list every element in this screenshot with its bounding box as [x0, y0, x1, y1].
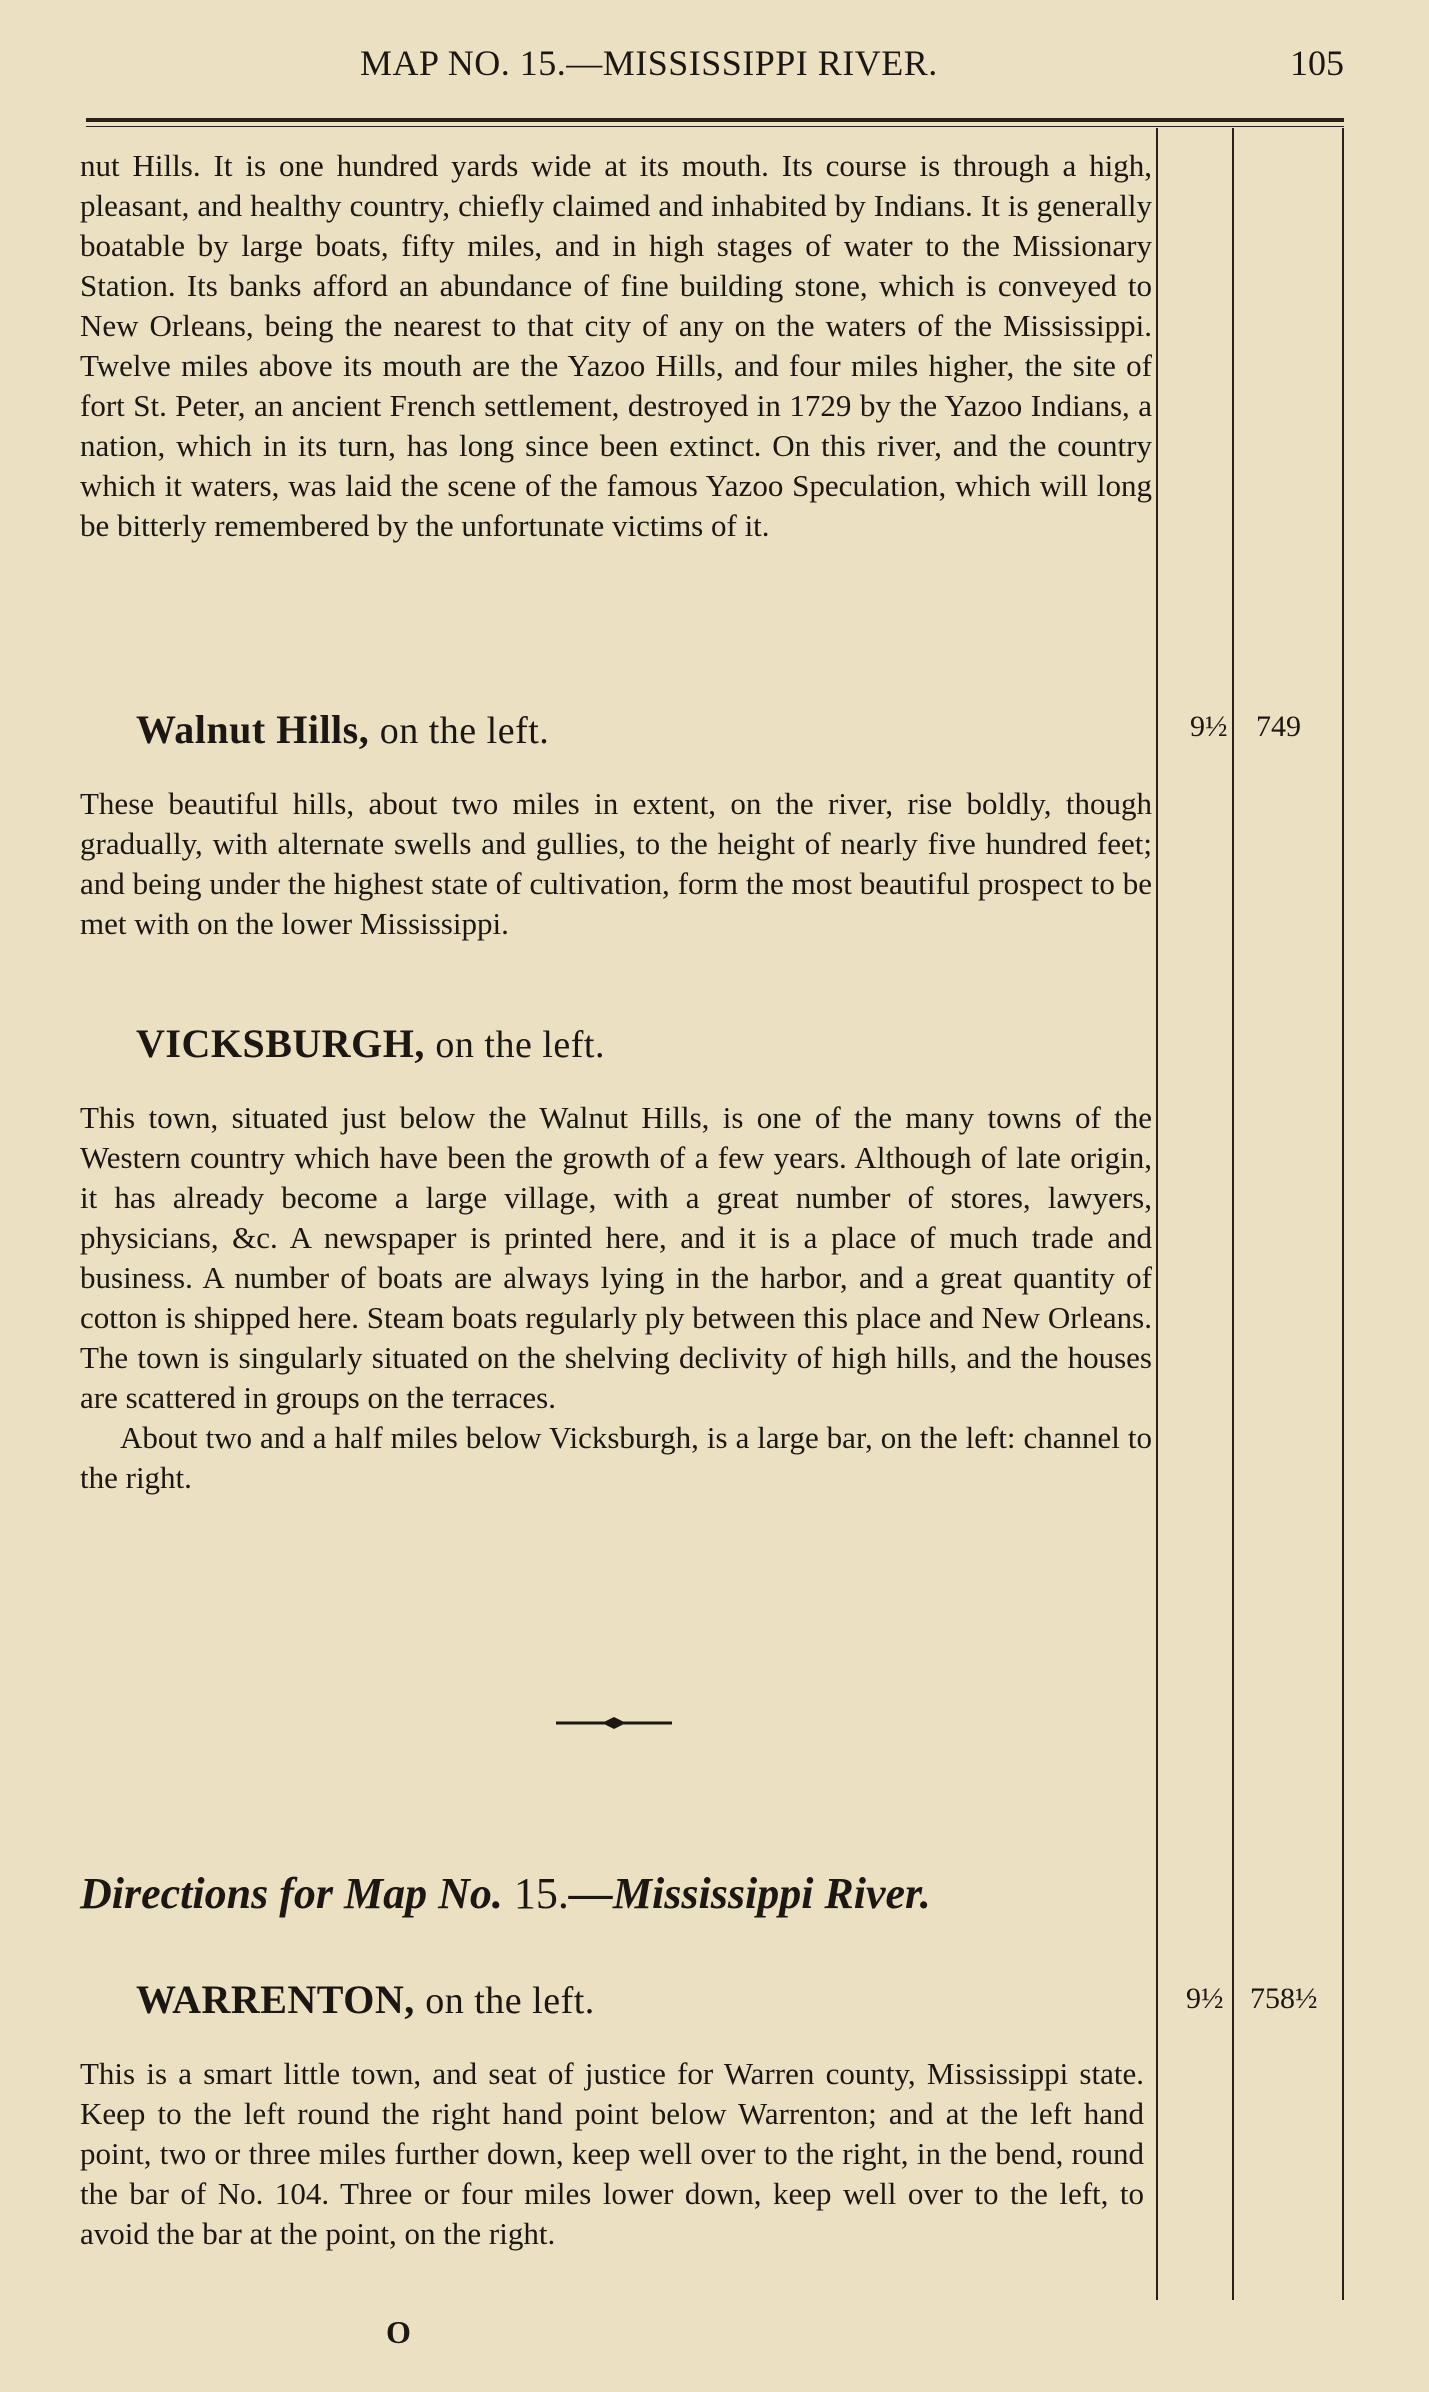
- header-rule-thin: [86, 126, 1344, 127]
- section-ornament: [556, 1716, 672, 1730]
- vicksburgh-bar-note: About two and a half miles below Vicksburgh, is a large bar, on the left: channel to the right.: [80, 1420, 1152, 1495]
- header-rule: [86, 118, 1344, 122]
- column-divider-total: [1342, 128, 1344, 2300]
- running-title: MAP NO. 15.—MISSISSIPPI RIVER.: [360, 43, 938, 83]
- total-warrenton: 758½: [1250, 1982, 1318, 2015]
- place-side: on the left.: [425, 1980, 595, 2022]
- entry-heading-walnut-hills: [136, 706, 549, 753]
- vicksburgh-text: This town, situated just below the Walnut Hills, is one of the many towns of the Western country which have been the growth of a few years. Although of late origin, it has already become a large village, with a great number of stores, lawyers, physicians, &c. A newspaper is printed here, and it is a place of much trade and business. A number of boats are always lying in the harbor, and a great quantity of cotton is shipped here. Steam boats regularly ply between this place and New Orleans. The town is singularly situated on the shelving declivity of high hills, and the houses are scattered in groups on the terraces.: [80, 1100, 1152, 1415]
- yazoo-description: nut Hills. It is one hundred yards wide at its mouth. Its course is through a high, pleasant, and healthy country, chiefly claimed and inhabited by Indians. It is generally boatable by large boats, fifty miles, and in high stages of water to the Missionary Station. Its banks afford an abundance of fine building stone, which is conveyed to New Orleans, being the nearest to that city of any on the waters of the Mississippi. Twelve miles above its mouth are the Yazoo Hills, and four miles higher, the site of fort St. Peter, an ancient French settlement, destroyed in 1729 by the Yazoo Indians, a nation, which in its turn, has long since been extinct. On this river, and the country which it waters, was laid the scene of the famous Yazoo Speculation, which will long be bitterly remembered by the unfortunate victims of it.: [80, 148, 1152, 543]
- entry-heading-warrenton: [136, 1976, 595, 2023]
- place-name: VICKSBURGH,: [136, 1021, 425, 1066]
- walnut-hills-paragraph: [80, 784, 1152, 944]
- place-side: on the left.: [379, 710, 550, 752]
- page-number: 105: [1290, 43, 1344, 83]
- entry-heading-vicksburgh: [136, 1020, 605, 1067]
- place-name: WARRENTON,: [136, 1977, 415, 2022]
- distance-warrenton: 9½: [1186, 1982, 1224, 2015]
- directions-prefix: Directions for Map No.: [80, 1869, 503, 1918]
- distance-walnut-hills: 9½: [1190, 710, 1228, 743]
- column-divider-distance: [1232, 128, 1234, 2300]
- directions-suffix: —Mississippi River.: [568, 1869, 931, 1918]
- warrenton-text: This is a smart little town, and seat of justice for Warren county, Mississippi state. Keep to the left round the right hand point below Warrenton; and at the left hand point, two or three miles further down, keep well over to the right, in the bend, round the bar of No. 104. Three or four miles lower down, keep well over to the left, to avoid the bar at the point, on the right.: [80, 2056, 1144, 2251]
- directions-number: 15.: [513, 1869, 569, 1918]
- place-side: on the left.: [435, 1024, 605, 1066]
- directions-heading: [80, 1868, 931, 1919]
- place-name: Walnut Hills,: [136, 707, 370, 752]
- vicksburgh-paragraph: [80, 1098, 1152, 1498]
- total-walnut-hills: 749: [1256, 710, 1301, 743]
- walnut-hills-text: These beautiful hills, about two miles in extent, on the river, rise boldly, though gradually, with alternate swells and gullies, to the height of nearly five hundred feet; and being under the highest state of cultivation, form the most beautiful prospect to be met with on the lower Mississippi.: [80, 786, 1152, 941]
- column-divider-text: [1156, 128, 1158, 2300]
- warrenton-paragraph: [80, 2054, 1144, 2254]
- continuation-paragraph: [80, 146, 1152, 546]
- signature-mark: O: [386, 2314, 411, 2350]
